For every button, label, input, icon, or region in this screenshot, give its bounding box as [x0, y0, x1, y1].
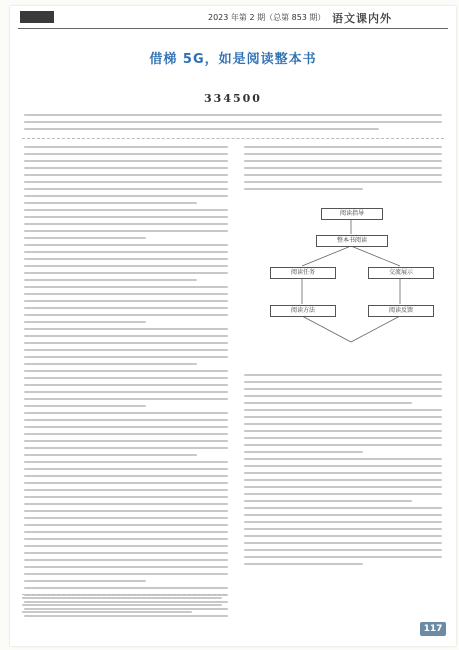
flow-node-whole-book-reading: 整本书阅读 — [316, 235, 388, 247]
page-number: 117 — [420, 622, 446, 636]
document-page — [10, 6, 456, 646]
abstract-separator — [22, 138, 444, 139]
column-tag — [20, 11, 54, 23]
abstract-block — [24, 114, 442, 135]
right-column-text-bottom — [244, 374, 442, 570]
magazine-brand: 语文课内外 — [332, 12, 392, 25]
left-column-text — [24, 146, 228, 622]
postcode: 334500 — [204, 92, 262, 105]
right-column-text-top — [244, 146, 442, 195]
flow-node-reading-task: 阅读任务 — [270, 267, 336, 279]
flowchart-connectors — [262, 204, 440, 364]
flow-node-reading-guidance: 阅读指导 — [321, 208, 383, 220]
issue-line: 2023 年第 2 期（总第 853 期） — [208, 13, 326, 22]
flow-node-sharing-display: 交流展示 — [368, 267, 434, 279]
flowchart — [262, 204, 440, 364]
flow-node-reading-feedback: 阅读反馈 — [368, 305, 434, 317]
header-rule — [18, 28, 448, 29]
flow-node-reading-method: 阅读方法 — [270, 305, 336, 317]
footnote-separator — [22, 594, 226, 595]
footnote — [22, 597, 222, 618]
running-header — [10, 6, 456, 28]
article-title: 借梯 5G，如是阅读整本书 — [149, 52, 317, 67]
author-affiliation — [10, 92, 456, 105]
